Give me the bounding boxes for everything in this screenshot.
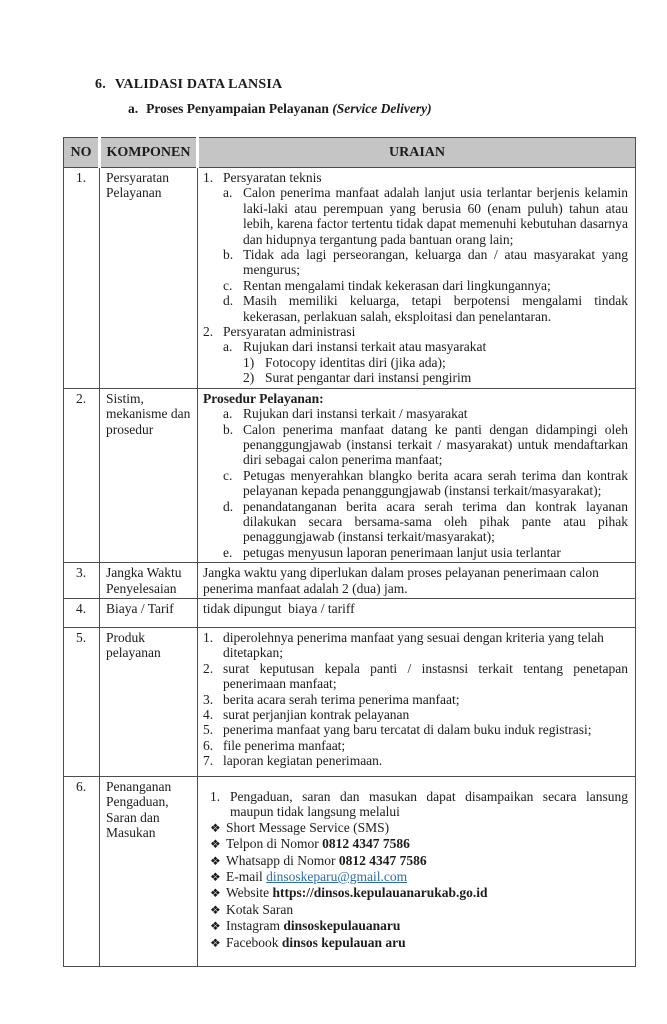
- list-item: [210, 902, 628, 918]
- channel-text: [226, 902, 628, 917]
- channel-label: Kotak Saran: [226, 901, 294, 917]
- channel-value: 0812 4347 7586: [322, 836, 410, 852]
- list-item: [210, 885, 628, 901]
- list-marker: 5.: [203, 722, 214, 738]
- list-item: [210, 853, 628, 869]
- list-item: [203, 692, 628, 707]
- list-item: [210, 789, 628, 820]
- list-marker: c.: [223, 277, 233, 293]
- list-text: laporan kegiatan penerimaan.: [223, 753, 383, 769]
- diamond-bullet-icon: ❖: [210, 837, 221, 852]
- channel-value: dinsos kepulauan aru: [281, 934, 406, 950]
- channel-label: Website: [226, 885, 273, 901]
- list-text: penandatanganan berita acara serah terima dan kontrak layanan dilakukan secara bersama-sama oleh pihak pante atau pihak penaggungjawab (instansi terkait/masyarakat);: [243, 498, 628, 545]
- table-row: [64, 598, 636, 627]
- email-link[interactable]: dinsoskeparu@gmail.com: [266, 869, 408, 884]
- table-row: [64, 168, 636, 389]
- subheading-letter: a.: [128, 101, 139, 116]
- channel-label: Telpon di Nomor: [226, 836, 323, 852]
- channel-text: [226, 918, 628, 933]
- list-text: Tidak ada lagi perseorangan, keluarga dan / atau masyarakat yang mengurus;: [243, 247, 628, 278]
- heading-number: 6.: [95, 77, 106, 92]
- diamond-bullet-icon: ❖: [210, 919, 221, 934]
- list-marker: 1.: [210, 788, 221, 804]
- diamond-bullet-icon: ❖: [210, 870, 221, 884]
- list-marker: 2.: [203, 660, 214, 676]
- list-item: [203, 753, 628, 768]
- list-marker: 2): [243, 370, 255, 386]
- procedure-title: Prosedur Pelayanan:: [203, 390, 324, 406]
- list-marker: 1): [243, 354, 255, 370]
- subheading-text: Proses Penyampaian Pelayanan: [146, 101, 333, 116]
- channel-value: 0812 4347 7586: [338, 852, 427, 868]
- list-item: [210, 836, 628, 852]
- list-text: penerima manfaat yang baru tercatat di dalam buku induk registrasi;: [223, 722, 592, 738]
- channel-text: [226, 853, 628, 868]
- heading-text: VALIDASI DATA LANSIA: [114, 77, 283, 92]
- list-item: [203, 170, 628, 185]
- komponen-cell: Sistim, mekanisme dan prosedur: [100, 388, 198, 562]
- list-marker: d.: [223, 498, 234, 514]
- list-marker: a.: [223, 339, 233, 355]
- row-number-cell: 4.: [64, 598, 100, 627]
- table-row: [64, 627, 636, 776]
- list-text: diperolehnya penerima manfaat yang sesuai dengan kriteria yang telah ditetapkan;: [223, 629, 604, 661]
- list-marker: e.: [223, 544, 233, 560]
- list-item: [210, 918, 628, 934]
- list-text: Masih memiliki keluarga, tetapi berpotensi mengalami tindak kekerasan, perlakuan salah, eksploitasi dan penelantaran.: [243, 293, 628, 324]
- list-item: [203, 630, 628, 661]
- channel-text: [226, 885, 628, 900]
- komponen-cell: Jangka Waktu Penyelesaian: [100, 563, 198, 599]
- list-item: [203, 370, 628, 385]
- list-text: surat keputusan kepala panti / instasnsi terkait tentang penetapan penerimaan manfaat;: [223, 660, 628, 692]
- channel-label: E-mail: [226, 869, 267, 884]
- list-text: Persyaratan teknis: [223, 170, 322, 185]
- diamond-bullet-icon: ❖: [210, 886, 221, 901]
- list-text: Persyaratan administrasi: [223, 324, 356, 340]
- diamond-bullet-icon: ❖: [210, 902, 221, 917]
- list-text: Pengaduan, saran dan masukan dapat disampaikan secara lansung maupun tidak langsung melalui: [230, 788, 628, 820]
- uraian-cell: [198, 168, 636, 389]
- list-item: [203, 545, 628, 560]
- table-row: [64, 563, 636, 599]
- diamond-bullet-icon: ❖: [210, 935, 221, 950]
- list-text: file penerima manfaat;: [223, 737, 346, 753]
- list-item: [203, 707, 628, 722]
- list-item: [203, 661, 628, 692]
- list-item: [203, 738, 628, 753]
- list-item: [203, 499, 628, 545]
- section-subtitle: [128, 101, 432, 117]
- list-item: [203, 422, 628, 468]
- channel-value: https://dinsos.kepulauanarukab.go.id: [272, 885, 488, 901]
- list-text: Fotocopy identitas diri (jika ada);: [265, 354, 446, 370]
- channel-label: Whatsapp di Nomor: [226, 852, 339, 868]
- list-text: Surat pengantar dari instansi pengirim: [265, 370, 472, 386]
- list-marker: d.: [223, 293, 234, 309]
- list-marker: a.: [223, 185, 233, 201]
- list-item: [203, 247, 628, 278]
- list-marker: b.: [223, 247, 234, 263]
- list-item: [203, 406, 628, 421]
- list-text: Petugas menyerahkan blangko berita acara serah terima dan kontrak pelayanan kepada penanggungjawab (instansi terkait/masyarakat);: [243, 467, 628, 499]
- list-item: [203, 293, 628, 324]
- list-marker: 7.: [203, 753, 214, 769]
- list-item: [203, 339, 628, 354]
- list-text: Calon penerima manfaat datang ke panti dengan didampingi oleh penanggungjawab (instansi terkait / masyarakat) untuk mendaftarkan diri sebagai calon penerima manfaat;: [243, 421, 628, 468]
- list-marker: b.: [223, 421, 234, 437]
- list-text: berita acara serah terima penerima manfaat;: [223, 691, 460, 707]
- service-standard-table: [63, 137, 636, 967]
- list-marker: 6.: [203, 737, 214, 753]
- list-item: [203, 324, 628, 339]
- channel-text: [226, 935, 628, 950]
- uraian-cell: [198, 388, 636, 562]
- list-text: Rujukan dari instansi terkait / masyarakat: [243, 406, 468, 422]
- list-text: Calon penerima manfaat adalah lanjut usia terlantar berjenis kelamin laki-laki atau perempuan yang berusia 60 (enam puluh) tahun atau lebih, karena factor tertentu tidak dapat memenuhi kebutuhan dasarnya dan hidupnya tergantung pada bantuan orang lain;: [243, 185, 628, 247]
- list-marker: a.: [223, 406, 233, 422]
- uraian-cell: [198, 627, 636, 776]
- channel-text: [226, 836, 628, 851]
- list-text: petugas menyusun laporan penerimaan lanjut usia terlantar: [243, 544, 561, 560]
- row-number-cell: 5.: [64, 627, 100, 776]
- uraian-cell: [198, 776, 636, 966]
- list-text: Rentan mengalami tindak kekerasan dari lingkungannya;: [243, 277, 551, 293]
- uraian-cell: tidak dipungut biaya / tariff: [198, 598, 636, 627]
- channel-label: Facebook: [226, 934, 282, 950]
- list-marker: 4.: [203, 707, 214, 722]
- channel-label: Instagram: [226, 918, 284, 934]
- row-number-cell: 3.: [64, 563, 100, 599]
- list-marker: 1.: [203, 629, 214, 645]
- list-item: [210, 869, 628, 885]
- diamond-bullet-icon: ❖: [210, 820, 221, 835]
- list-item: [203, 355, 628, 370]
- list-marker: 2.: [203, 324, 214, 340]
- list-item: [203, 468, 628, 499]
- diamond-bullet-icon: ❖: [210, 853, 221, 868]
- list-marker: c.: [223, 467, 233, 483]
- channel-label: Short Message Service (SMS): [226, 819, 390, 835]
- komponen-cell: Biaya / Tarif: [100, 598, 198, 627]
- table-row: [64, 776, 636, 966]
- table-header-row: [64, 138, 636, 168]
- list-item: [203, 185, 628, 247]
- list-marker: 1.: [203, 170, 214, 185]
- list-item: [210, 820, 628, 836]
- uraian-cell: Jangka waktu yang diperlukan dalam proses pelayanan penerimaan calon penerima manfaat adalah 2 (dua) jam.: [198, 563, 636, 599]
- channel-text: [226, 869, 628, 884]
- column-header-komponen: KOMPONEN: [100, 138, 198, 168]
- page-title: [95, 77, 282, 93]
- list-text: Rujukan dari instansi terkait atau masyarakat: [243, 339, 487, 355]
- list-item: [203, 722, 628, 737]
- channel-text: [226, 820, 628, 835]
- row-number-cell: 2.: [64, 388, 100, 562]
- column-header-uraian: URAIAN: [198, 138, 636, 168]
- list-marker: 3.: [203, 691, 214, 707]
- row-number-cell: 1.: [64, 168, 100, 389]
- column-header-no: NO: [64, 138, 100, 168]
- list-item: [210, 935, 628, 951]
- list-item: [203, 278, 628, 293]
- row-number-cell: 6.: [64, 776, 100, 966]
- subheading-italic: (Service Delivery): [332, 101, 432, 116]
- komponen-cell: Penanganan Pengaduan, Saran dan Masukan: [100, 776, 198, 966]
- channel-value: dinsoskepulauanaru: [283, 918, 401, 934]
- list-text: surat perjanjian kontrak pelayanan: [223, 707, 410, 722]
- komponen-cell: Produk pelayanan: [100, 627, 198, 776]
- komponen-cell: Persyaratan Pelayanan: [100, 168, 198, 389]
- table-row: [64, 388, 636, 562]
